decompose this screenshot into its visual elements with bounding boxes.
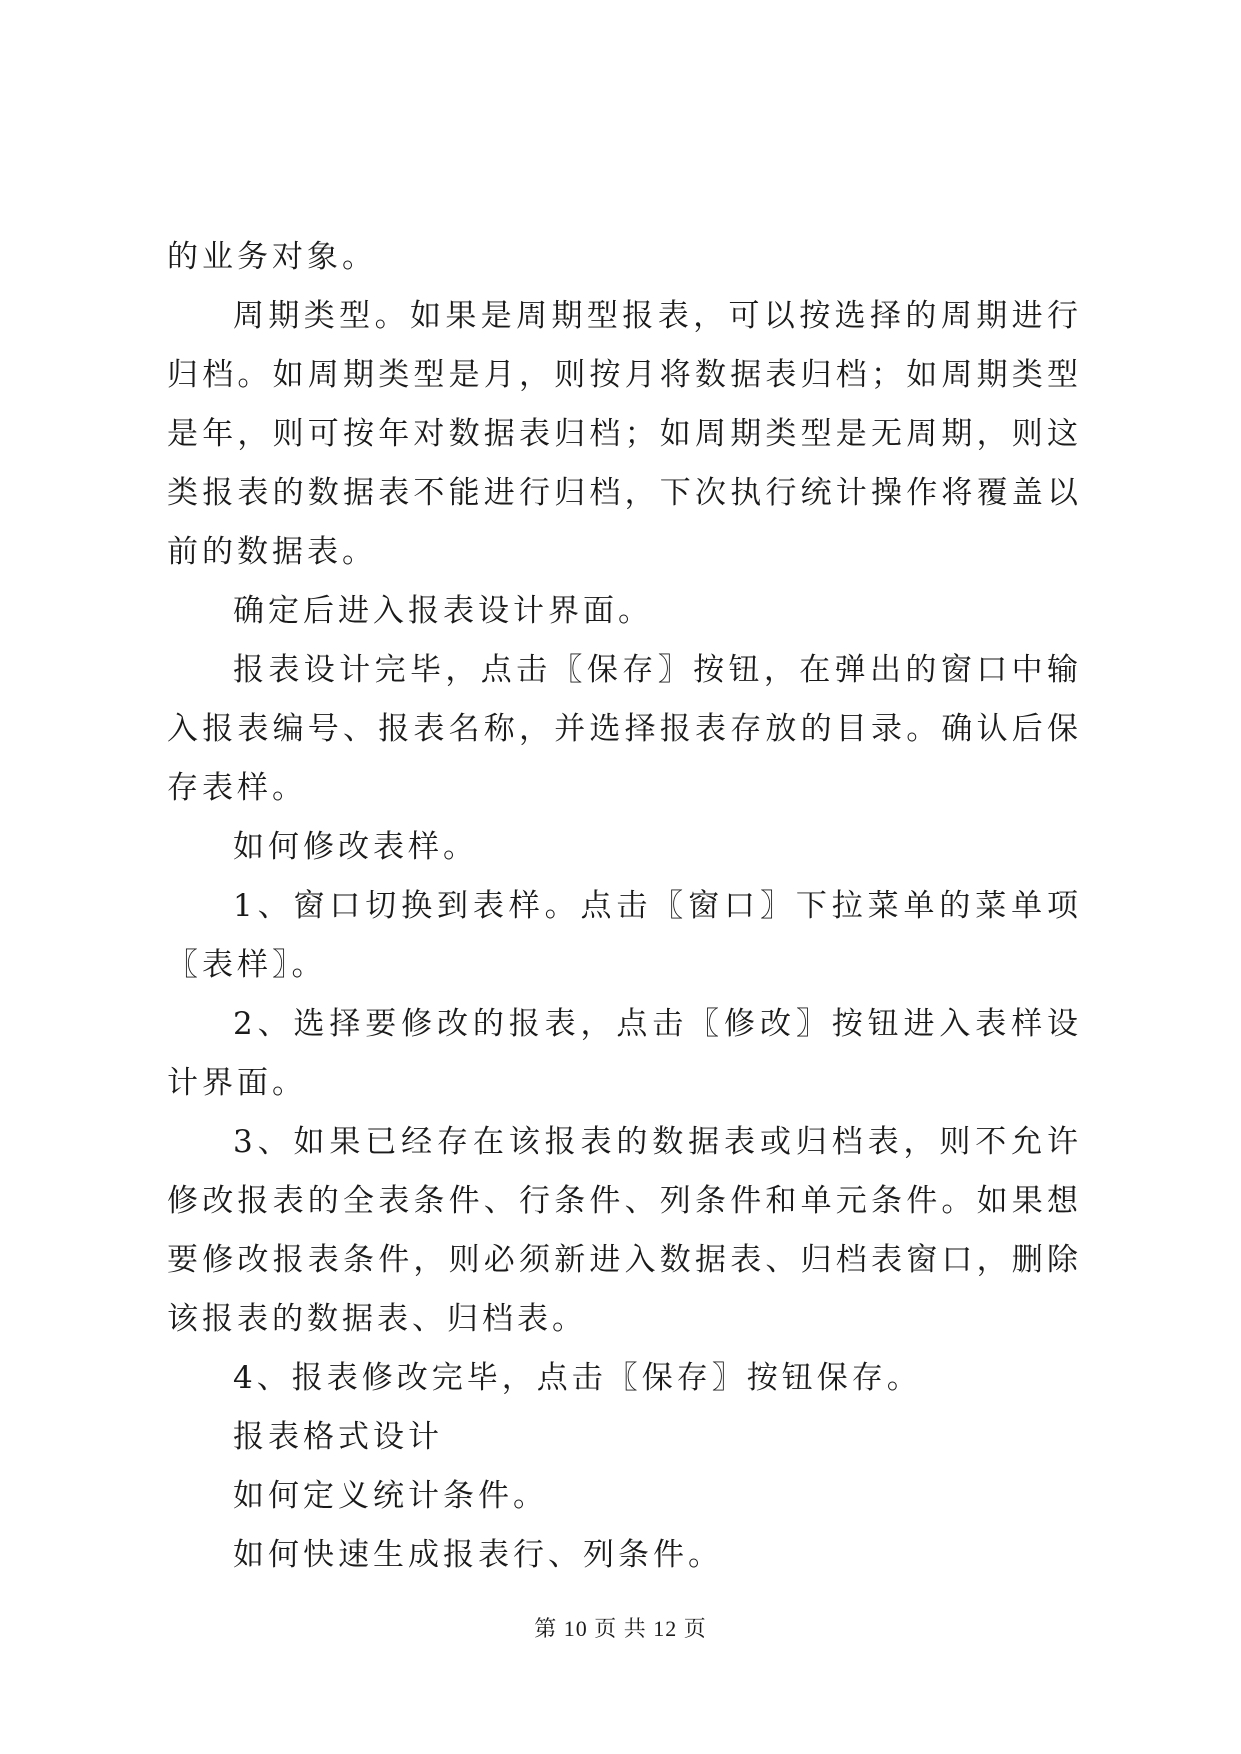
paragraph-3: 确定后进入报表设计界面。 (233, 593, 653, 629)
page-footer: 第 10 页 共 12 页 (534, 1616, 707, 1641)
paragraph-12: 如何快速生成报表行、列条件。 (233, 1537, 723, 1573)
paragraph-4: 报表设计完毕，点击〖保存〗按钮，在弹出的窗口中输入报表编号、报表名称，并选择报表存放的目录。确认后保存表样。 (167, 652, 1082, 806)
paragraph-10: 报表格式设计 (233, 1419, 443, 1455)
paragraph-5: 如何修改表样。 (233, 829, 478, 865)
paragraph-2: 周期类型。如果是周期型报表，可以按选择的周期进行归档。如周期类型是月，则按月将数据表归档；如周期类型是年，则可按年对数据表归档；如周期类型是无周期，则这类报表的数据表不能进行归档，下次执行统计操作将覆盖以前的数据表。 (167, 298, 1082, 570)
paragraph-1: 的业务对象。 (167, 239, 377, 275)
paragraph-7: 2、选择要修改的报表，点击〖修改〗按钮进入表样设计界面。 (167, 1006, 1082, 1101)
document-body (167, 228, 1082, 1585)
paragraph-8: 3、如果已经存在该报表的数据表或归档表，则不允许修改报表的全表条件、行条件、列条件和单元条件。如果想要修改报表条件，则必须新进入数据表、归档表窗口，删除该报表的数据表、归档表。 (167, 1124, 1082, 1337)
paragraph-11: 如何定义统计条件。 (233, 1478, 548, 1514)
paragraph-6: 1、窗口切换到表样。点击〖窗口〗下拉菜单的菜单项〖表样〗。 (167, 888, 1082, 983)
paragraph-9: 4、报表修改完毕，点击〖保存〗按钮保存。 (233, 1360, 922, 1396)
